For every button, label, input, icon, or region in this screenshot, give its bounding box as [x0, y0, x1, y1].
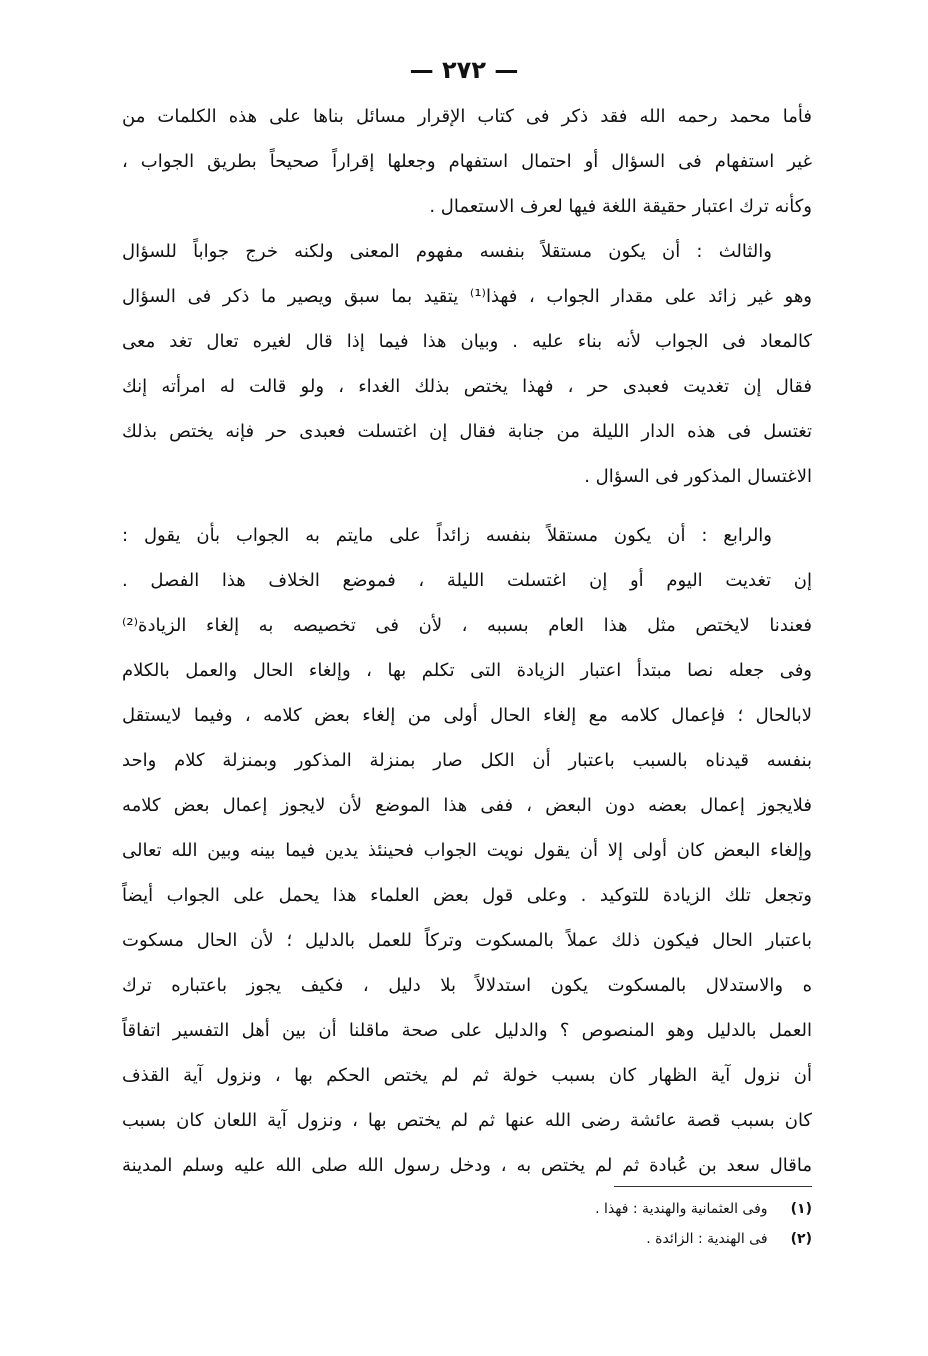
footnote-2: [300, 1224, 812, 1254]
text-line: وهو غير زائد على مقدار الجواب ، فهذا⁽¹⁾ يتقيد بما سبق ويصير ما ذكر فى السؤال: [122, 286, 812, 307]
paragraph-2: [122, 229, 812, 499]
text-line: لابالحال ؛ فإعمال كلامه مع إلغاء الحال أولى من إلغاء بعض كلامه ، وفيما لايستقل: [122, 705, 812, 726]
page-number: — ٢٧٢ —: [409, 56, 519, 84]
text-line: فلايجوز إعمال بعضه دون البعض ، ففى هذا الموضع لأن لايجوز إعمال بعض كلامه: [122, 795, 812, 816]
text-line: فقال إن تغديت فعبدى حر ، فهذا يختص بذلك الغداء ، ولو قالت له امرأته إنك: [122, 376, 812, 397]
main-text: [122, 94, 812, 1188]
text-line: تغتسل فى هذه الدار الليلة من جنابة فقال إن اغتسلت فعبدى حر فإنه يختص بذلك: [122, 421, 812, 442]
text-line: الاغتسال المذكور فى السؤال .: [584, 466, 812, 487]
text-line: ماقال سعد بن عُبادة ثم لم يختص به ، ودخل رسول الله صلى الله عليه وسلم المدينة: [122, 1155, 812, 1176]
footnote-text: وفى العثمانية والهندية : فهذا .: [595, 1201, 768, 1217]
text-line: بنفسه قيدناه بالسبب باعتبار أن الكل صار بمنزلة المذكور وبمنزلة كلام واحد: [122, 750, 812, 771]
text-line: فأما محمد رحمه الله فقد ذكر فى كتاب الإقرار مسائل بناها على هذه الكلمات من: [122, 106, 812, 127]
paragraph-1: [122, 94, 812, 229]
text-line: وكأنه ترك اعتبار حقيقة اللغة فيها لعرف الاستعمال .: [429, 196, 812, 217]
text-line: إن تغديت اليوم أو إن اغتسلت الليلة ، فموضع الخلاف هذا الفصل .: [122, 570, 812, 591]
text-line: وتجعل تلك الزيادة للتوكيد . وعلى قول بعض العلماء هذا يحمل على الجواب أيضاً: [122, 885, 812, 906]
footnote-mark: (١): [790, 1201, 812, 1217]
text-line: ه والاستدلال بالمسكوت يكون استدلالاً بلا دليل ، فكيف يجوز باعتباره ترك: [122, 975, 812, 996]
text-line: غير استفهام فى السؤال أو احتمال استفهام وجعلها إقراراً صحيحاً بطريق الجواب ،: [122, 151, 812, 172]
text-line: والثالث : أن يكون مستقلاً بنفسه مفهوم المعنى ولكنه خرج جواباً للسؤال: [122, 241, 772, 262]
text-line: كان بسبب قصة عائشة رضى الله عنها ثم لم يختص بها ، ونزول آية اللعان كان بسبب: [122, 1110, 812, 1131]
text-line: فعندنا لايختص مثل هذا العام بسببه ، لأن فى تخصيصه به إلغاء الزيادة⁽²⁾: [122, 615, 812, 636]
footnotes: [300, 1194, 812, 1254]
footnote-text: فى الهندية : الزائدة .: [646, 1231, 768, 1247]
footnote-divider: [614, 1186, 812, 1187]
text-line: أن نزول آية الظهار كان بسبب خولة ثم لم يختص الحكم بها ، ونزول آية القذف: [122, 1065, 812, 1086]
paragraph-3: [122, 513, 812, 1188]
text-line: كالمعاد فى الجواب لأنه بناء عليه . وبيان هذا فيما إذا قال لغيره تعال تغد معى: [122, 331, 812, 352]
footnote-1: [300, 1194, 812, 1224]
text-line: والرابع : أن يكون مستقلاً بنفسه زائداً على مايتم به الجواب بأن يقول :: [122, 525, 772, 546]
text-line: وفى جعله نصا مبتدأ اعتبار الزيادة التى تكلم بها ، وإلغاء الحال والعمل بالكلام: [122, 660, 812, 681]
text-line: وإلغاء البعض كان أولى إلا أن يقول نويت الجواب فحينئذ يدين فيما بينه وبين الله تعالى: [122, 840, 812, 861]
text-line: باعتبار الحال فيكون ذلك عملاً بالمسكوت وتركاً للعمل بالدليل ؛ لأن الحال مسكوت: [122, 930, 812, 951]
footnote-mark: (٢): [790, 1231, 812, 1247]
text-line: العمل بالدليل وهو المنصوص ؟ والدليل على صحة ماقلنا أن بين أهل التفسير اتفاقاً: [122, 1020, 812, 1041]
paragraph-spacer: [122, 499, 812, 513]
